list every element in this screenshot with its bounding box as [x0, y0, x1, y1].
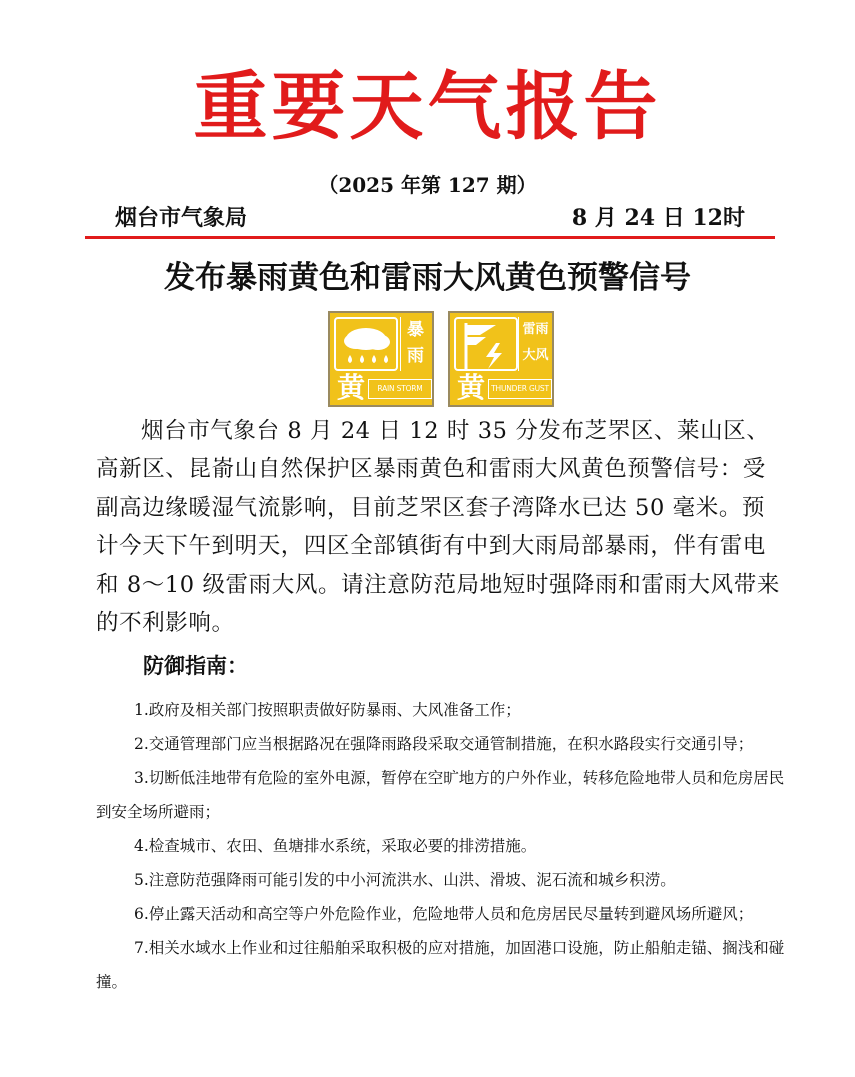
guide-item: 5.注意防范强降雨可能引发的中小河流洪水、山洪、滑坡、泥石流和城乡积涝。 [134, 871, 676, 889]
guide-item: 3.切断低洼地带有危险的室外电源，暂停在空旷地方的户外作业，转移危险地带人员和危房居民到安全场所避雨； [96, 769, 785, 821]
rain-cloud-icon [334, 317, 398, 371]
thunder-gust-level-label: 黄 [456, 371, 485, 404]
rainstorm-cn-label: 暴 雨 [400, 317, 430, 371]
guide-item: 4.检查城市、农田、鱼塘排水系统，采取必要的排涝措施。 [134, 837, 537, 855]
issue-date: 8 月 24 日 12时 [571, 205, 745, 231]
issue-number: （2025 年第 127 期） [318, 173, 537, 197]
guide-item: 6.停止露天活动和高空等户外危险作业，危险地带人员和危房居民尽量转到避风场所避风； [134, 905, 754, 923]
guide-item: 7.相关水域水上作业和过往船舶采取积极的应对措施，加固港口设施，防止船舶走锚、搁浅和碰撞。 [96, 939, 785, 991]
rainstorm-level-label: 黄 [336, 371, 365, 404]
report-masthead: 重要天气报告 [193, 64, 662, 150]
guide-list [96, 693, 786, 999]
rainstorm-en-label: RAIN STORM [368, 379, 432, 399]
warning-signals [328, 311, 556, 407]
warning-paragraph: 烟台市气象台 8 月 24 日 12 时 35 分发布芝罘区、莱山区、高新区、昆嵛山自然保护区暴雨黄色和雷雨大风黄色预警信号：受副高边缘暖湿气流影响，目前芝罘区套子湾降水已达 50 毫米。预计今天下午到明天，四区全部镇街有中到大雨局部暴雨，伴有雷电和 8～10 级雷雨大风。请注意防范局地短时强降雨和雷雨大风带来的不利影响。 [96, 418, 780, 637]
report-meta-row [115, 202, 745, 234]
warning-headline: 发布暴雨黄色和雷雨大风黄色预警信号 [164, 260, 691, 296]
issuing-agency: 烟台市气象局 [115, 205, 248, 231]
flag-lightning-icon [454, 317, 518, 371]
thunder-gust-en-label: THUNDER GUST [488, 379, 552, 399]
guide-heading: 防御指南： [143, 653, 248, 678]
guide-item: 1.政府及相关部门按照职责做好防暴雨、大风准备工作； [134, 701, 521, 719]
thunder-gust-cn-label: 雷雨 大风 [518, 317, 552, 371]
thunder-gust-yellow-signal [448, 311, 554, 407]
guide-item: 2.交通管理部门应当根据路况在强降雨路段采取交通管制措施，在积水路段实行交通引导； [134, 735, 754, 753]
red-divider [85, 236, 775, 239]
warning-body [96, 412, 786, 642]
rainstorm-yellow-signal [328, 311, 434, 407]
